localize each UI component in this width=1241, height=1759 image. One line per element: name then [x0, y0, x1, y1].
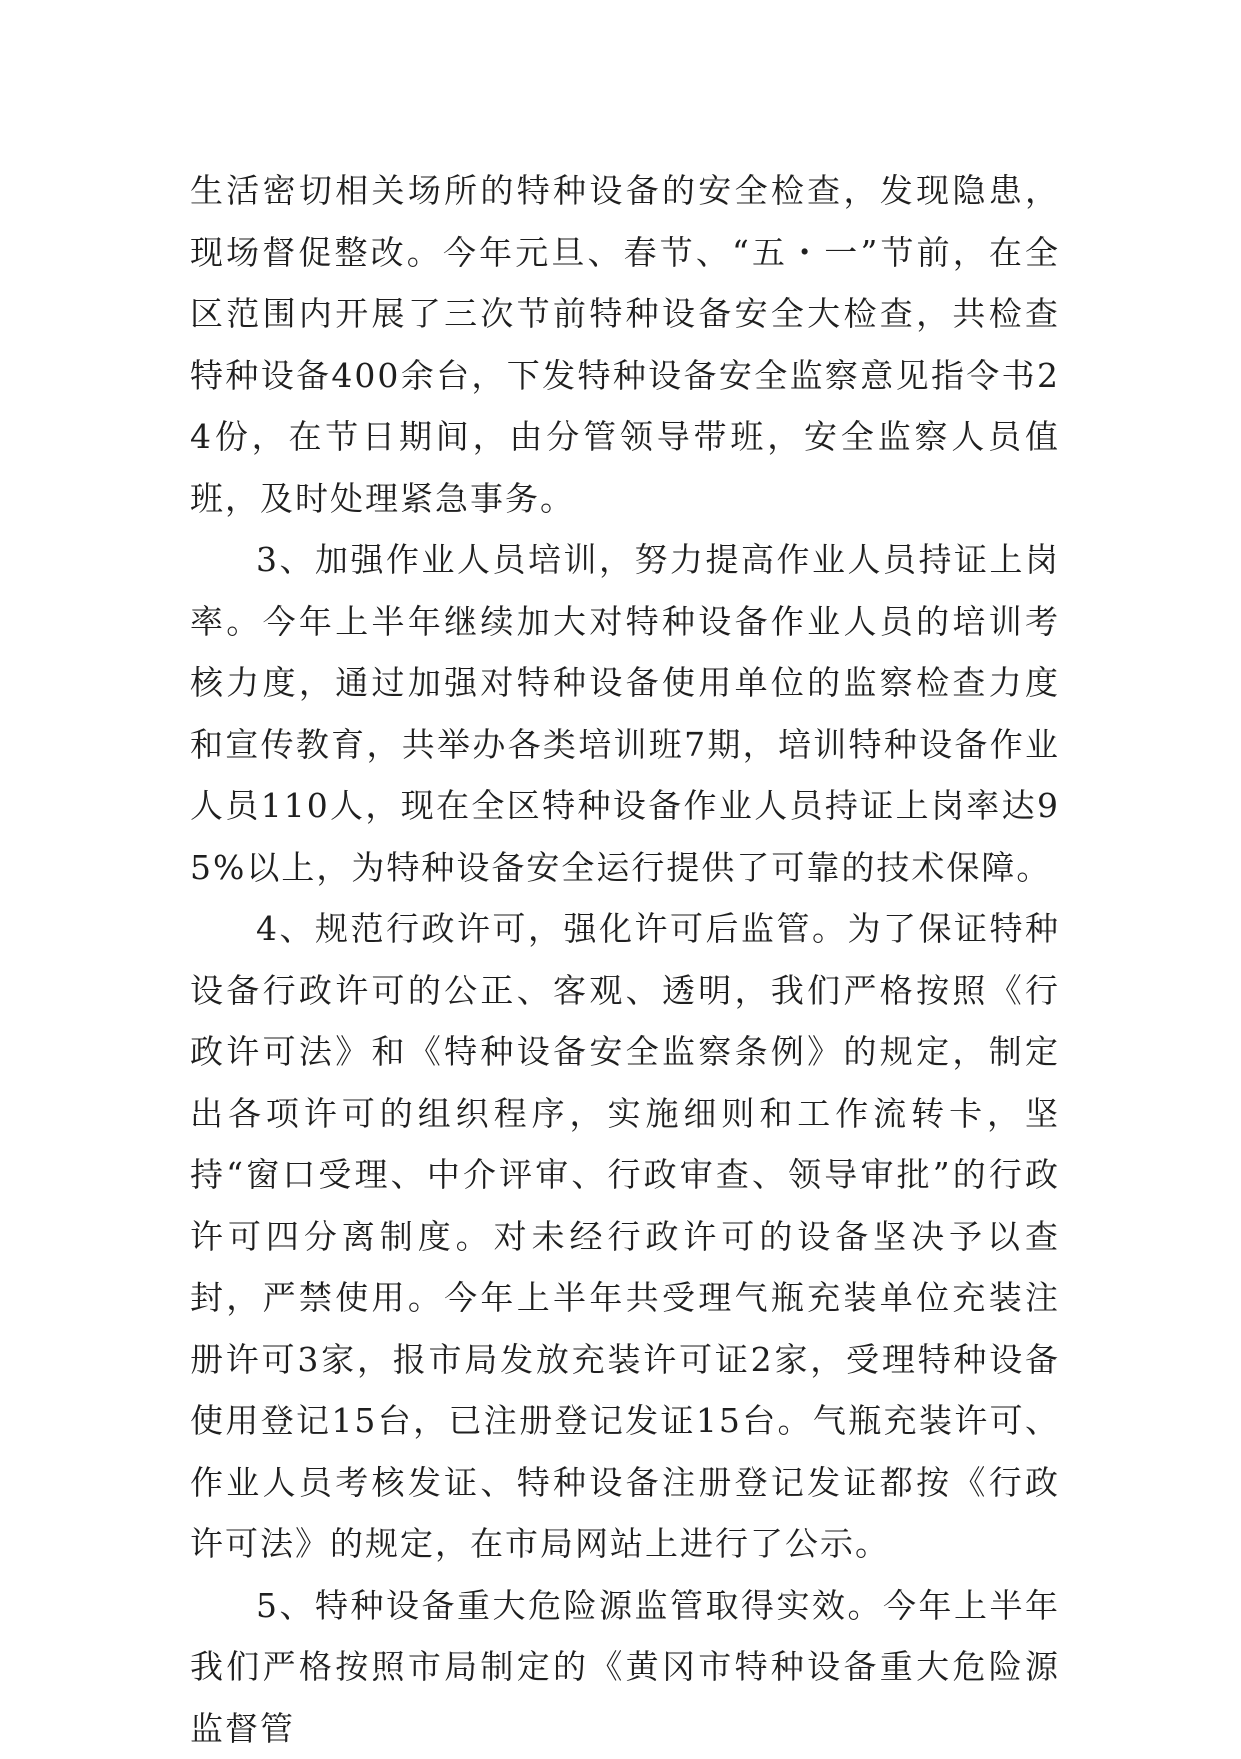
- paragraph-continued-inspection: 生活密切相关场所的特种设备的安全检查，发现隐患，现场督促整改。今年元旦、春节、“五・一”节前，在全区范围内开展了三次节前特种设备安全大检查，共检查特种设备400余台，下发特种设备安全监察意见指令书24份，在节日期间，由分管领导带班，安全监察人员值班，及时处理紧急事务。: [190, 160, 1060, 529]
- paragraph-4-administrative-licensing: 4、规范行政许可，强化许可后监管。为了保证特种设备行政许可的公正、客观、透明，我们严格按照《行政许可法》和《特种设备安全监察条例》的规定，制定出各项许可的组织程序，实施细则和工作流转卡，坚持“窗口受理、中介评审、行政审查、领导审批”的行政许可四分离制度。对未经行政许可的设备坚决予以查封，严禁使用。今年上半年共受理气瓶充装单位充装注册许可3家，报市局发放充装许可证2家，受理特种设备使用登记15台，已注册登记发证15台。气瓶充装许可、作业人员考核发证、特种设备注册登记发证都按《行政许可法》的规定，在市局网站上进行了公示。: [190, 898, 1060, 1575]
- paragraph-3-operator-training: 3、加强作业人员培训，努力提高作业人员持证上岗率。今年上半年继续加大对特种设备作业人员的培训考核力度，通过加强对特种设备使用单位的监察检查力度和宣传教育，共举办各类培训班7期，培训特种设备作业人员110人，现在全区特种设备作业人员持证上岗率达95%以上，为特种设备安全运行提供了可靠的技术保障。: [190, 529, 1060, 898]
- paragraph-5-hazard-source-supervision: 5、特种设备重大危险源监管取得实效。今年上半年我们严格按照市局制定的《黄冈市特种设备重大危险源监督管: [190, 1575, 1060, 1759]
- body-text: [190, 160, 1060, 1759]
